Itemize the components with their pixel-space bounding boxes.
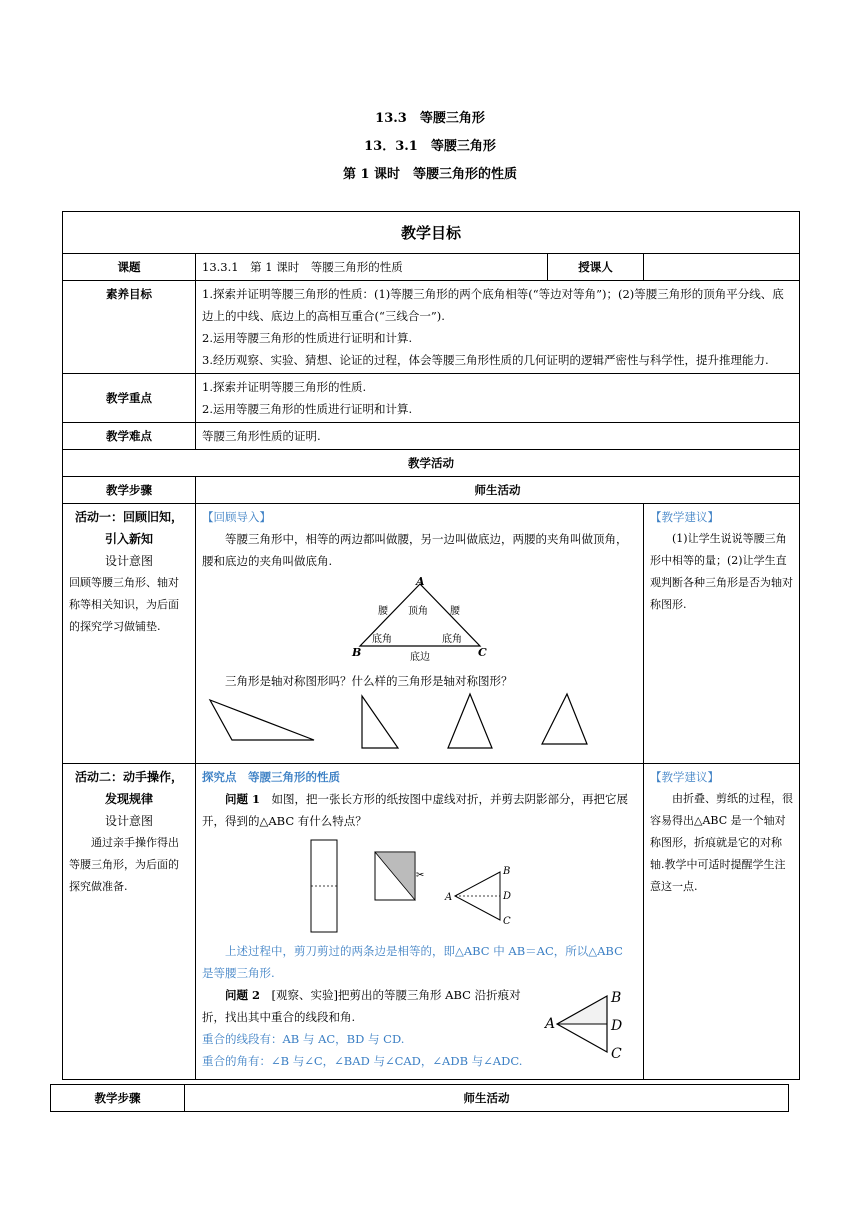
question1-text: 如图，把一张长方形的纸按图中虚线对折，并剪去阴影部分，再把它展开，得到的△ABC 有什么特点？ xyxy=(202,792,629,828)
subject-label: 课题 xyxy=(63,254,196,281)
activity2-tag: 探究点 等腰三角形的性质 xyxy=(202,770,340,784)
scissors-icon: ✂ xyxy=(415,870,424,881)
goals-header: 教学目标 xyxy=(63,212,800,254)
continuation-header-table xyxy=(50,1084,789,1112)
activity2-suggestion-tag: 【教学建议】 xyxy=(650,770,719,784)
fold-vertex-a-label: A xyxy=(444,892,452,903)
activity2-suggestion-text: 由折叠、剪纸的过程，很容易得出△ABC 是一个轴对称图形，折痕就是它的对称轴.教学中可适时提醒学生注意这一点. xyxy=(650,792,793,893)
activity2-suggestion xyxy=(644,764,800,1080)
vertex-c-label: C xyxy=(477,646,487,659)
right-waist-label: 腰 xyxy=(449,606,460,617)
activities-header: 教学活动 xyxy=(63,450,800,477)
left-waist-label: 腰 xyxy=(377,606,388,617)
coincident-angles: 重合的角有：∠B 与∠C，∠BAD 与∠CAD，∠ADB 与∠ADC. xyxy=(202,1054,523,1068)
literacy-goals xyxy=(196,281,800,374)
subject-value: 13.3.1 第 1 课时 等腰三角形的性质 xyxy=(196,254,548,281)
activity2-answer: 上述过程中，剪刀剪过的两条边是相等的，即△ABC 中 AB＝AC，所以△ABC 是等腰三角形. xyxy=(202,944,623,980)
activity1-step xyxy=(63,504,196,764)
activity1-title-2: 引入新知 xyxy=(104,532,153,546)
footer-steps-label: 教学步骤 xyxy=(51,1085,185,1112)
activity1-paragraph: 等腰三角形中，相等的两边都叫做腰，另一边叫做底边，两腰的夹角叫做顶角，腰和底边的夹角叫做底角. xyxy=(202,532,628,568)
lesson-section-title: 13.3 等腰三角形 xyxy=(375,111,485,126)
activity1-design-text: 回顾等腰三角形、轴对称等相关知识，为后面的探究学习做铺垫. xyxy=(69,576,179,633)
vertex-a-label: A xyxy=(415,576,425,588)
question2-label: 问题 2 xyxy=(225,988,261,1002)
activity1-question: 三角形是轴对称图形吗？什么样的三角形是轴对称图形？ xyxy=(225,674,513,688)
activity1-content xyxy=(196,504,644,764)
lesson-plan-table xyxy=(62,211,800,1080)
activity2-question1 xyxy=(202,788,637,832)
isosceles-triangle xyxy=(448,694,492,748)
apex-angle-label: 顶角 xyxy=(407,606,428,617)
literacy-item: 2.运用等腰三角形的性质进行证明和计算. xyxy=(202,331,413,345)
coincident-segments: 重合的线段有：AB 与 AC，BD 与 CD. xyxy=(202,1032,405,1046)
teacher-student-label: 师生活动 xyxy=(196,477,800,504)
activity1-suggestion xyxy=(644,504,800,764)
activity2-step xyxy=(63,764,196,1080)
vertex-b-label: B xyxy=(351,646,361,659)
key-item: 1.探索并证明等腰三角形的性质. xyxy=(202,380,367,394)
literacy-label: 素养目标 xyxy=(63,281,196,374)
folded-vertex-a-label: A xyxy=(545,1016,556,1032)
key-item: 2.运用等腰三角形的性质进行证明和计算. xyxy=(202,402,413,416)
fold-point-d-label: D xyxy=(502,891,511,902)
activity2-design-label: 设计意图 xyxy=(104,814,153,828)
key-points xyxy=(196,374,800,423)
base-label: 底边 xyxy=(409,652,430,663)
difficulty-value: 等腰三角形性质的证明. xyxy=(196,423,800,450)
folded-point-d-label: D xyxy=(611,1018,623,1034)
activity2-title: 活动二：动手操作， xyxy=(74,770,183,784)
activity1-design-label: 设计意图 xyxy=(104,554,153,568)
paper-folding-figure xyxy=(305,836,535,936)
activity2-content xyxy=(196,764,644,1080)
fold-vertex-b-label: B xyxy=(502,866,510,877)
steps-label: 教学步骤 xyxy=(63,477,196,504)
fold-vertex-c-label: C xyxy=(502,916,511,927)
sample-triangles-figure xyxy=(202,692,642,754)
folded-triangle-figure xyxy=(543,990,633,1060)
right-base-angle-label: 底角 xyxy=(441,634,462,645)
activity2-title-2: 发现规律 xyxy=(104,792,153,806)
literacy-item: 1.探索并证明等腰三角形的性质：(1)等腰三角形的两个底角相等(“等边对等角”)；(2)等腰三角形的顶角平分线、底边上的中线、底边上的高相互重合(“三线合一”). xyxy=(202,287,784,323)
folded-vertex-c-label: C xyxy=(611,1046,622,1060)
lesson-subsection-title: 13．3.1 等腰三角形 xyxy=(364,139,496,154)
question2-text: [观察、实验]把剪出的等腰三角形 ABC 沿折痕对折，找出其中重合的线段和角. xyxy=(202,988,521,1024)
activity2-design-text: 通过亲手操作得出等腰三角形，为后面的探究做准备. xyxy=(69,836,179,893)
left-base-angle-label: 底角 xyxy=(371,634,392,645)
question2-block xyxy=(202,984,637,1072)
acute-triangle xyxy=(542,694,587,744)
activity1-tag: 【回顾导入】 xyxy=(202,510,271,524)
activity1-suggestion-text: (1)让学生说说等腰三角形中相等的量；(2)让学生直观判断各种三角形是否为轴对称图形. xyxy=(650,532,793,611)
activity2-question2 xyxy=(202,984,532,1028)
activity1-suggestion-tag: 【教学建议】 xyxy=(650,510,719,524)
literacy-item: 3.经历观察、实验、猜想、论证的过程，体会等腰三角形性质的几何证明的逻辑严密性与科学性，提升推理能力. xyxy=(202,353,769,367)
key-points-label: 教学重点 xyxy=(63,374,196,423)
scalene-triangle xyxy=(210,700,314,740)
difficulty-label: 教学难点 xyxy=(63,423,196,450)
right-triangle xyxy=(362,696,398,748)
activity1-title: 活动一：回顾旧知， xyxy=(74,510,183,524)
teacher-label: 授课人 xyxy=(548,254,644,281)
question1-label: 问题 1 xyxy=(225,792,261,806)
folded-vertex-b-label: B xyxy=(611,990,622,1006)
lesson-period-title: 第 1 课时 等腰三角形的性质 xyxy=(342,167,518,182)
footer-teacher-student-label: 师生活动 xyxy=(185,1085,789,1112)
isosceles-triangle-figure xyxy=(350,576,490,666)
teacher-value xyxy=(644,254,800,281)
